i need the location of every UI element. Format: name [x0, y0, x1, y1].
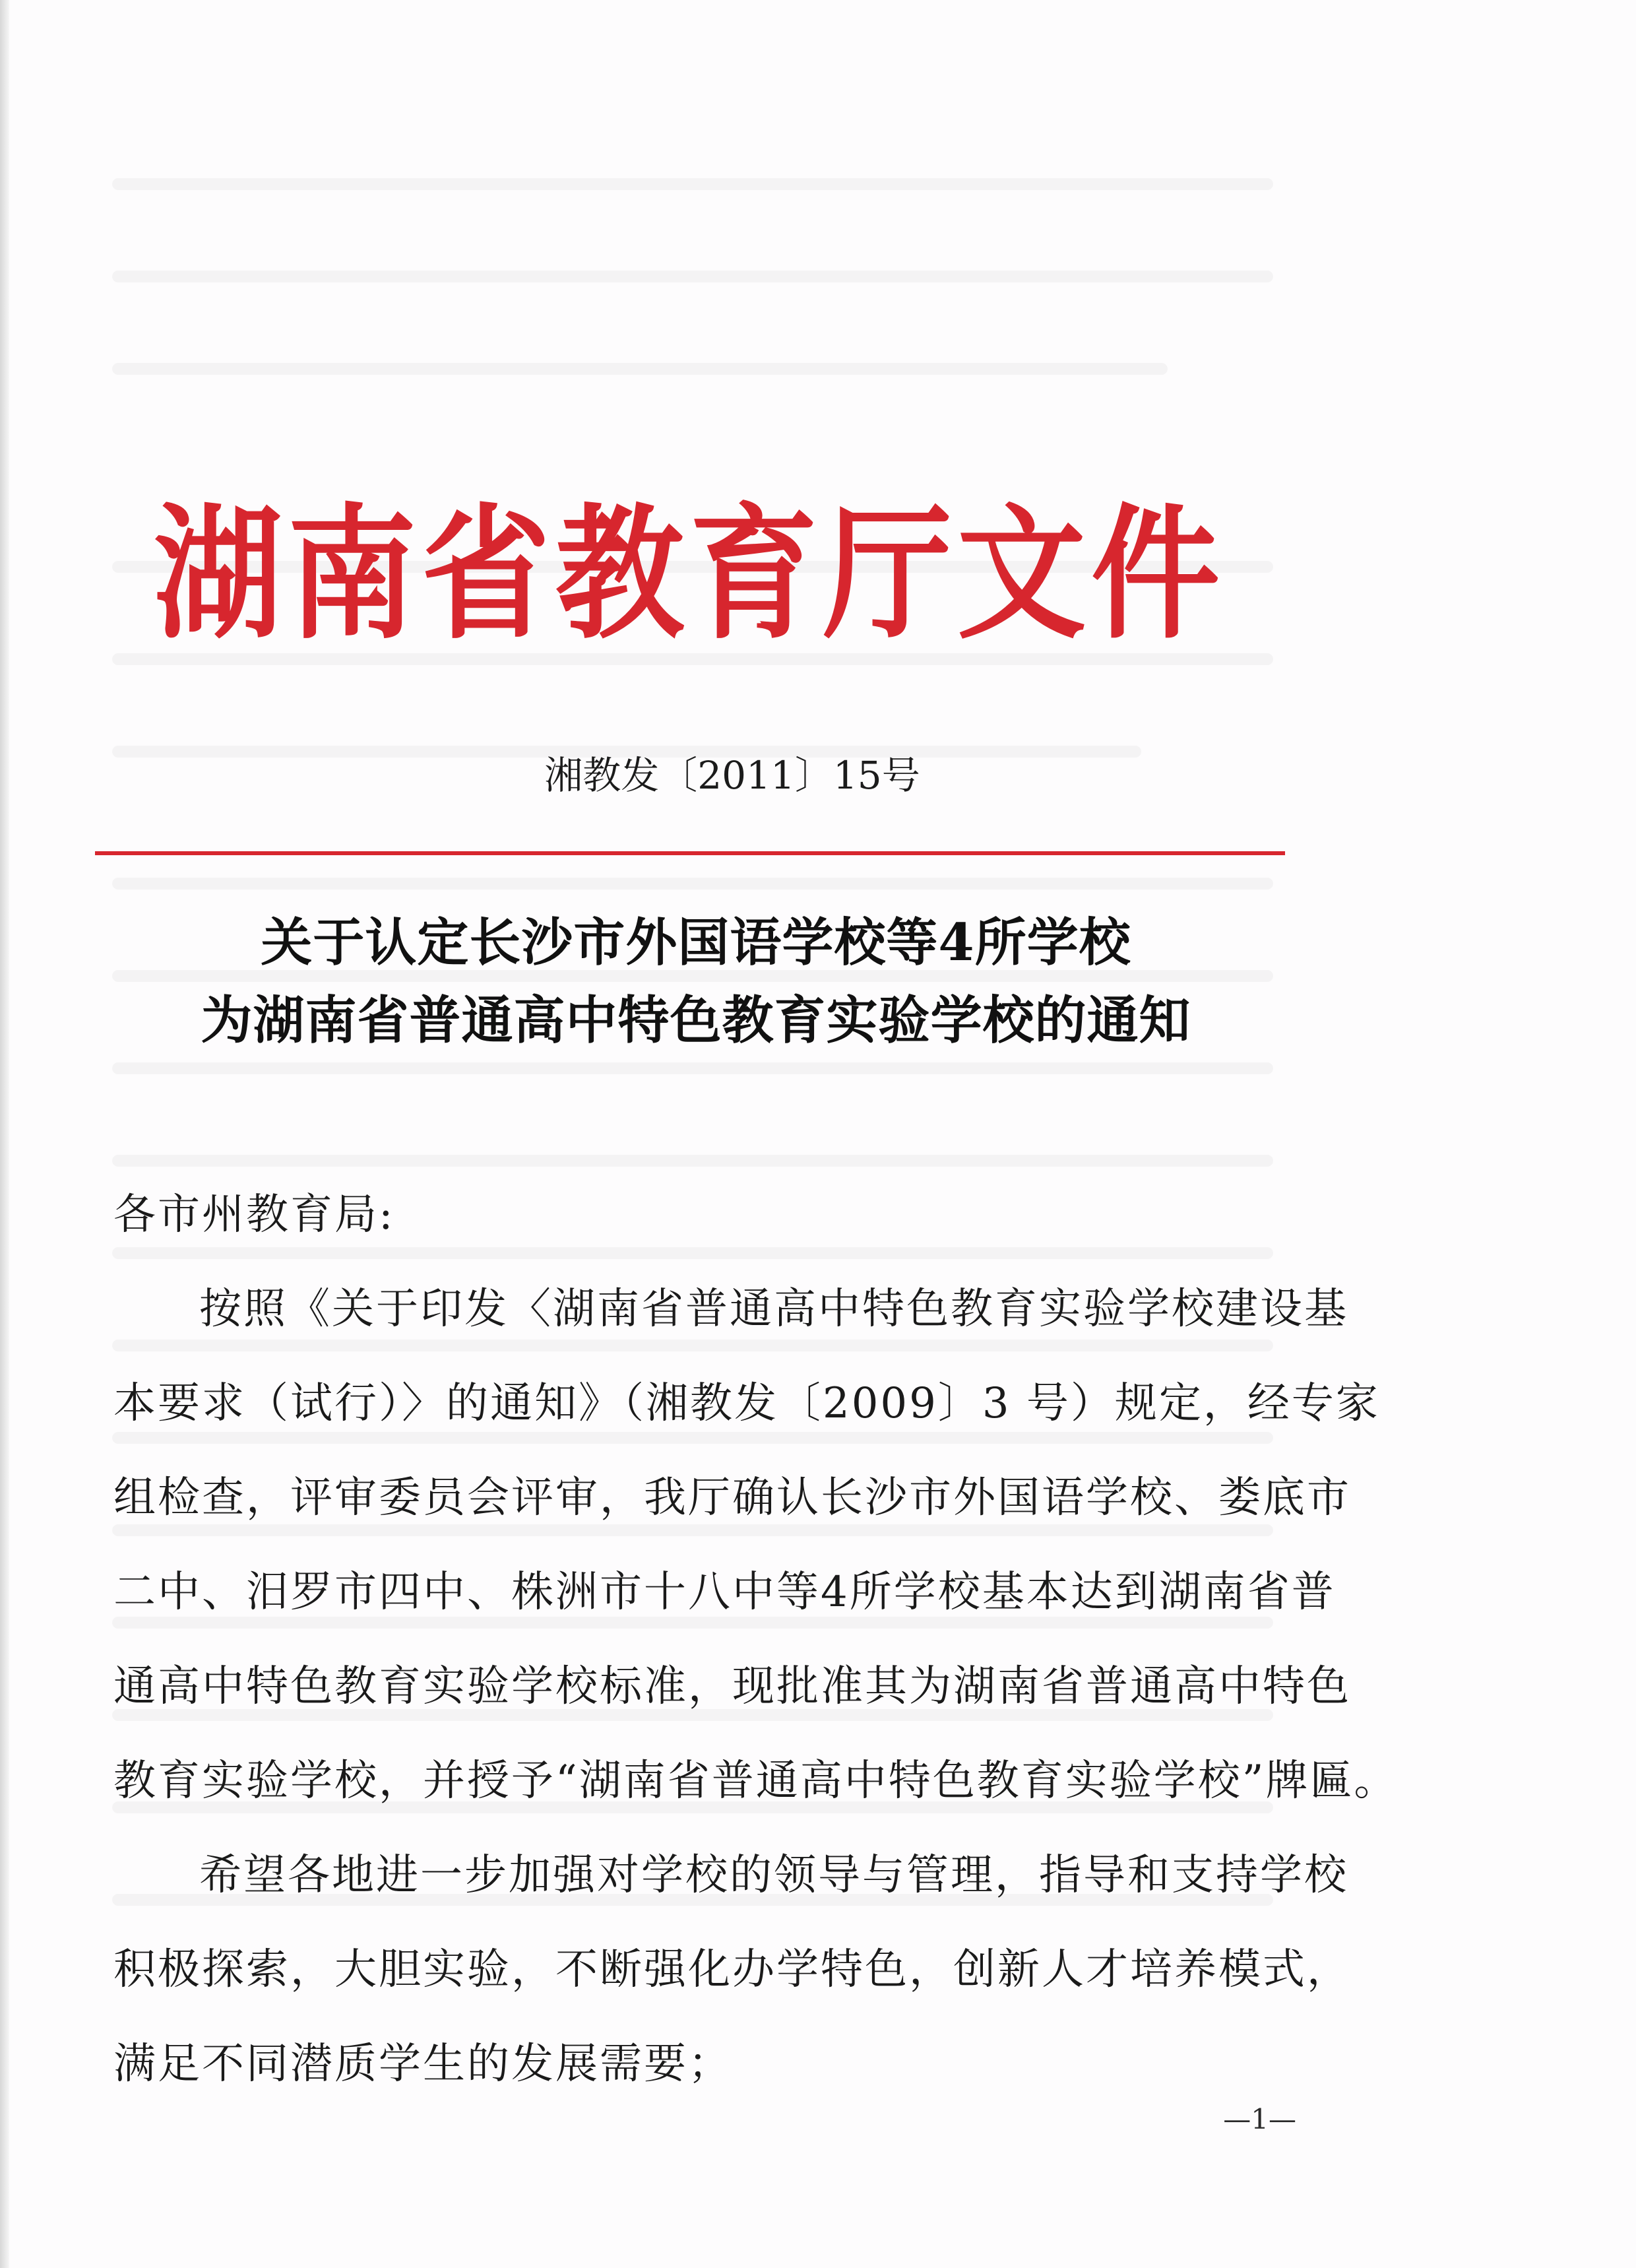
issuer-header-title: 湖南省教育厅文件 [154, 489, 1225, 659]
paragraph-line: 组检查，评审委员会评审，我厅确认长沙市外国语学校、娄底市 [113, 1474, 1351, 1522]
bleed-line [112, 178, 1273, 190]
notice-title [142, 904, 1250, 1060]
salutation: 各市州教育局: [113, 1190, 395, 1239]
red-divider-line [95, 851, 1285, 855]
bleed-line [112, 878, 1273, 890]
notice-title-line-1: 关于认定长沙市外国语学校等4所学校 [261, 913, 1131, 973]
paragraph-line: 满足不同潜质学生的发展需要； [113, 2040, 732, 2089]
bleed-line [112, 271, 1273, 282]
paragraph-line: 二中、汨罗市四中、株洲市十八中等4所学校基本达到湖南省普 [113, 1568, 1336, 1617]
paragraph-line: 积极探索，大胆实验，不断强化办学特色，创新人才培养模式， [113, 1945, 1351, 1994]
page-number: —1— [1223, 2103, 1296, 2135]
bleed-line [112, 1155, 1273, 1167]
body-paragraph-1 [113, 1262, 1399, 1829]
paragraph-line: 本要求（试行）〉的通知》（湘教发〔2009〕3 号）规定，经专家 [113, 1379, 1380, 1428]
paragraph-line: 希望各地进一步加强对学校的领导与管理，指导和支持学校 [199, 1851, 1348, 1900]
paragraph-line: 通高中特色教育实验学校标准，现批准其为湖南省普通高中特色 [113, 1662, 1351, 1711]
bleed-line [112, 1062, 1273, 1074]
notice-title-line-2: 为湖南省普通高中特色教育实验学校的通知 [201, 990, 1191, 1051]
paragraph-line: 教育实验学校，并授予“湖南省普通高中特色教育实验学校”牌匾。 [113, 1757, 1399, 1805]
scan-left-edge [0, 0, 9, 2268]
body-paragraph-2 [113, 1829, 1351, 2112]
bleed-line [112, 363, 1168, 375]
notice-body [113, 1168, 1399, 2112]
document-number: 湘教发〔2011〕15号 [544, 753, 920, 798]
paragraph-line: 按照《关于印发〈湖南省普通高中特色教育实验学校建设基 [199, 1285, 1348, 1334]
